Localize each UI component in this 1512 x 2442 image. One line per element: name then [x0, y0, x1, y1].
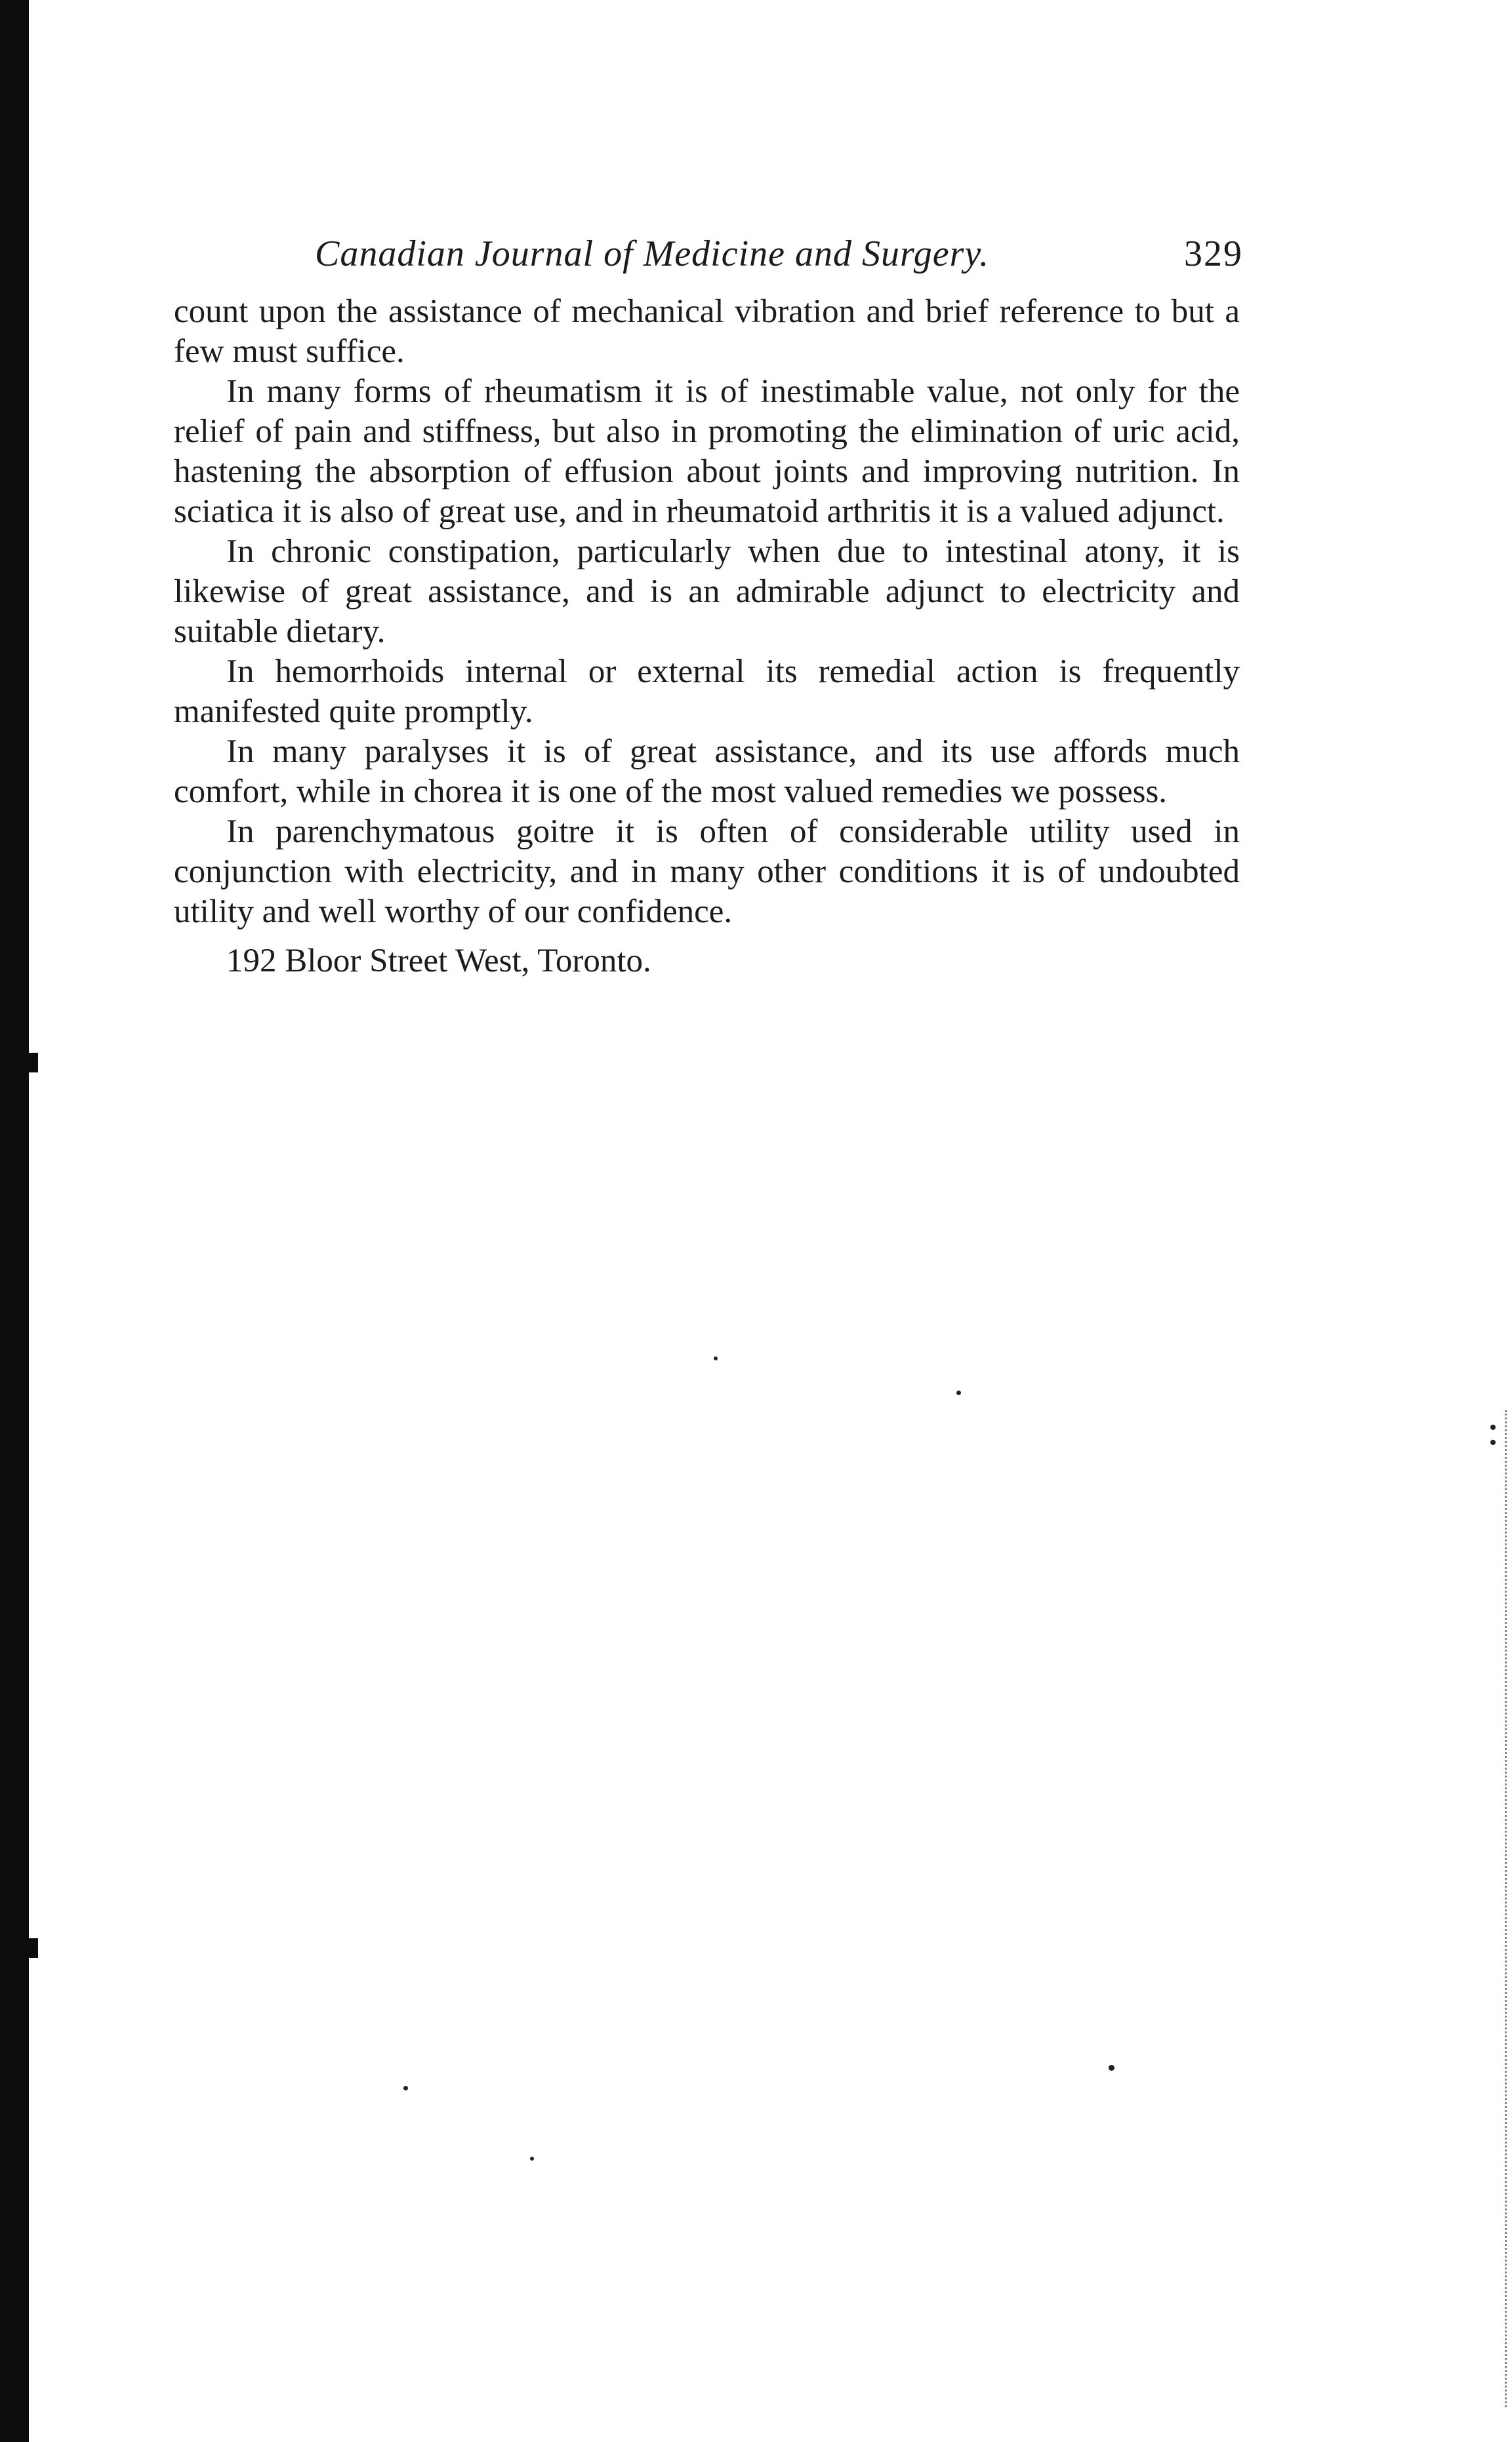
paragraph: In hemorrhoids internal or external its remedial action is frequently manifested quite promptly. — [174, 653, 1240, 730]
page-number: 329 — [1184, 234, 1243, 274]
scan-speck — [956, 1391, 961, 1395]
paragraph: In many forms of rheumatism it is of inestimable value, not only for the relief of pain and stiffness, but also in promoting the elimination of uric acid, hastening the absorption of effusion about joints and improving nutrition. In sciatica it is also of great use, and in rheumatoid arthritis it is a valued adjunct. — [174, 373, 1240, 530]
scan-speck — [403, 2086, 408, 2090]
scan-speck — [1109, 2065, 1114, 2071]
author-address: 192 Bloor Street West, Toronto. — [226, 943, 651, 979]
scan-speck — [1490, 1425, 1496, 1430]
page-binding-edge — [0, 0, 29, 2442]
paragraph: In parenchymatous goitre it is often of considerable utility used in conjunction with electricity, and in many other conditions it is of undoubted utility and well worthy of our confidence. — [174, 813, 1240, 930]
scan-speck — [530, 2157, 534, 2161]
article-body — [174, 292, 1240, 932]
binding-notch — [24, 1053, 38, 1072]
paragraph: count upon the assistance of mechanical vibration and brief reference to but a few must suffice. — [174, 293, 1240, 370]
scan-edge-marks — [1485, 1410, 1507, 2407]
scan-speck — [1490, 1440, 1496, 1445]
scan-speck — [714, 1356, 718, 1360]
document-page — [174, 233, 1243, 981]
binding-notch — [24, 1938, 38, 1958]
journal-title: Canadian Journal of Medicine and Surgery. — [315, 234, 990, 274]
paragraph: In many paralyses it is of great assistance, and its use affords much comfort, while in chorea it is one of the most valued remedies we possess. — [174, 733, 1240, 810]
running-head — [174, 233, 1243, 292]
paragraph: In chronic constipation, particularly when due to intestinal atony, it is likewise of great assistance, and is an admirable adjunct to electricity and suitable dietary. — [174, 533, 1240, 650]
